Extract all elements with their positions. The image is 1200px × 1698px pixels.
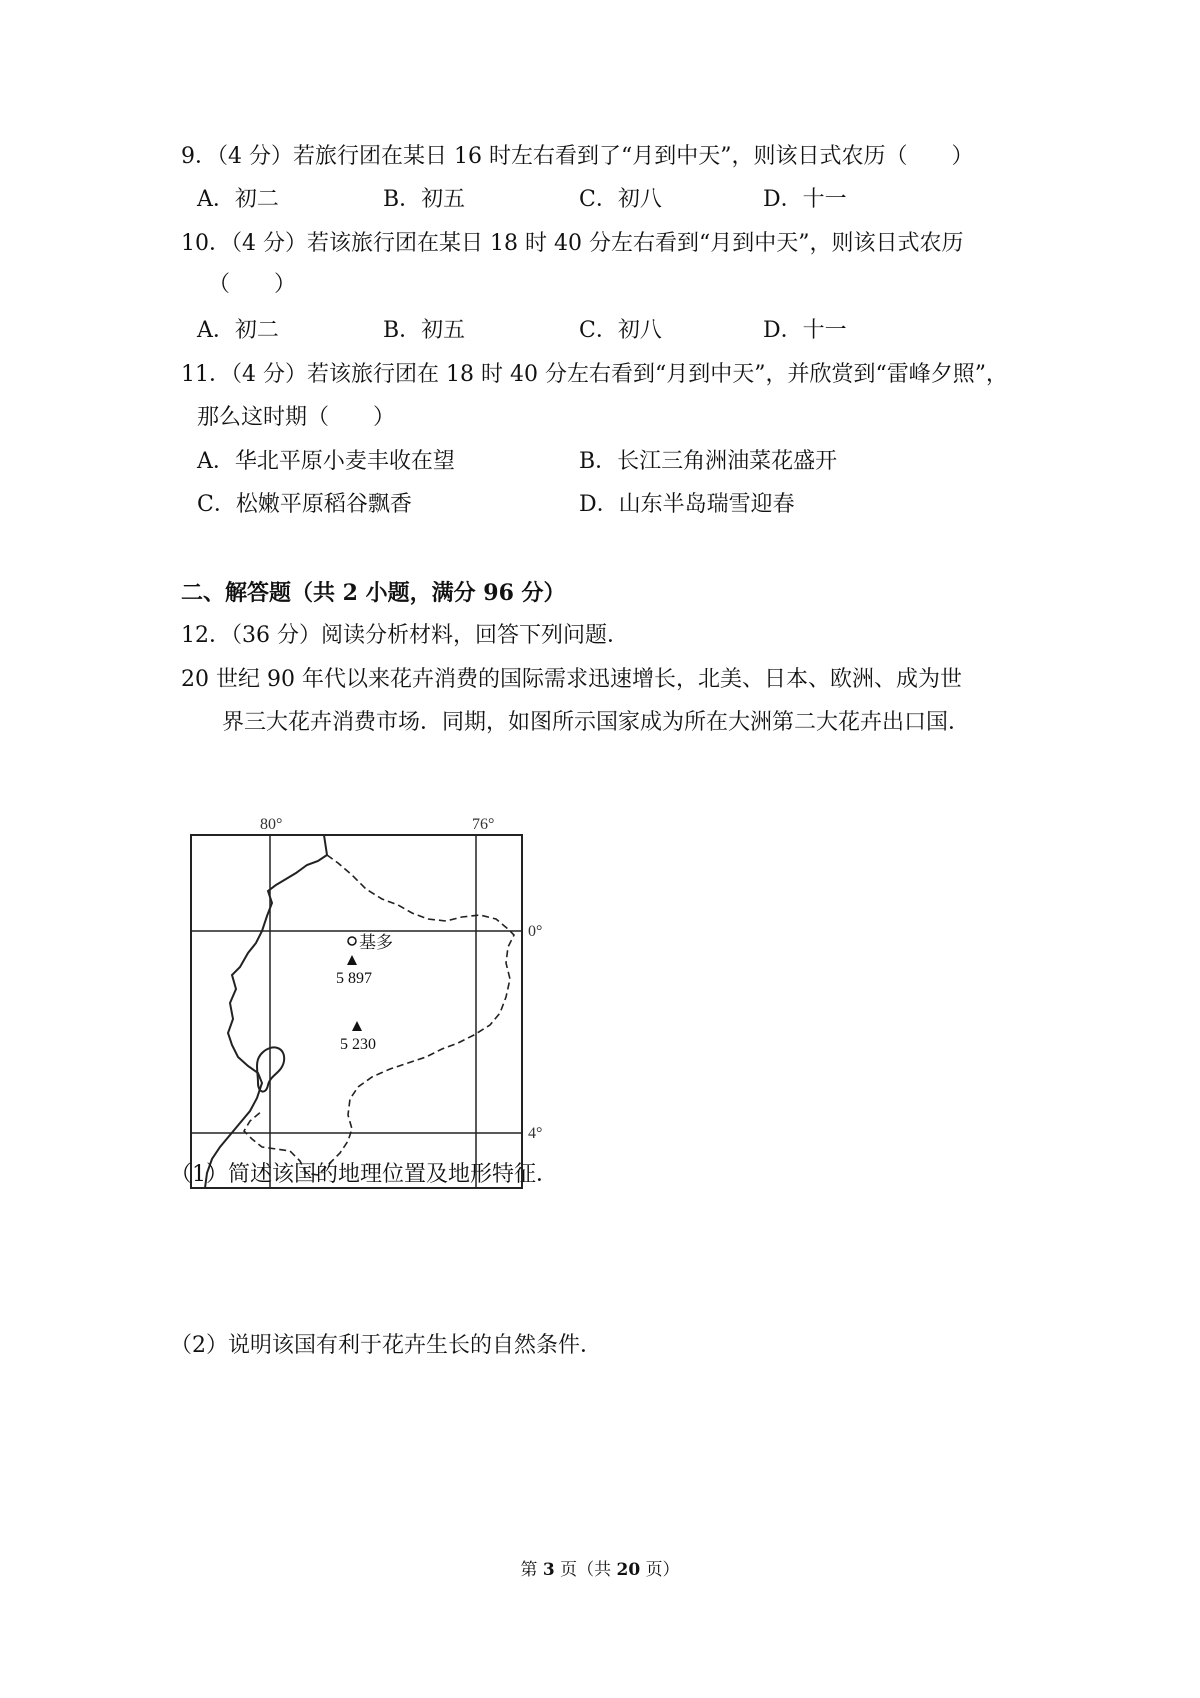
question-11-option-a: A．华北平原小麦丰收在望	[197, 449, 455, 474]
peak-2-icon	[352, 1021, 362, 1031]
question-9-option-b: B．初五	[383, 187, 466, 212]
capital-marker-icon	[348, 937, 356, 945]
lat-label-4: 4°	[528, 1125, 543, 1142]
page-footer	[0, 1555, 1200, 1580]
question-12-stem: 12．（36 分）阅读分析材料，回答下列问题．	[181, 623, 629, 648]
question-10-option-a: A．初二	[197, 318, 279, 343]
question-10-option-c: C．初八	[579, 318, 662, 343]
lon-label-76: 76°	[472, 816, 495, 833]
question-9-stem: 9．（4 分）若旅行团在某日 16 时左右看到了“月到中天”，则该日式农历（ ）	[181, 144, 974, 169]
question-11-option-b: B．长江三角洲油菜花盛开	[579, 449, 838, 474]
lon-label-80: 80°	[260, 816, 283, 833]
peak-2-label: 5 230	[340, 1036, 376, 1053]
footer-page-number: 3	[542, 1560, 555, 1580]
question-12-material-line-2: 界三大花卉消费市场．同期，如图所示国家成为所在大洲第二大花卉出口国．	[222, 710, 971, 735]
question-12-sub-1: （1）简述该国的地理位置及地形特征．	[170, 1162, 558, 1187]
national-border	[244, 855, 514, 1175]
capital-label: 基多	[359, 933, 393, 953]
question-9-option-c: C．初八	[579, 187, 662, 212]
footer-total-pages: 20	[616, 1560, 641, 1580]
question-10-option-d: D．十一	[763, 318, 847, 343]
peak-1-icon	[347, 955, 357, 965]
footer-mid: 页（共	[560, 1560, 612, 1580]
section-2-heading: 二、解答题（共 2 小题，满分 96 分）	[181, 580, 566, 606]
map-frame	[191, 835, 522, 1188]
lat-label-0: 0°	[528, 923, 543, 940]
question-12-sub-2: （2）说明该国有利于花卉生长的自然条件．	[170, 1333, 602, 1358]
question-10-stem-cont: （ ）	[208, 272, 297, 297]
question-11-stem-cont: 那么这时期（ ）	[197, 405, 396, 430]
question-11-stem: 11．（4 分）若该旅行团在 18 时 40 分左右看到“月到中天”，并欣赏到“雷峰夕照”，	[181, 362, 1008, 387]
footer-suffix: 页）	[645, 1560, 680, 1580]
question-9-option-d: D．十一	[763, 187, 847, 212]
question-11-option-c: C．松嫩平原稻谷飘香	[197, 492, 412, 517]
footer-prefix: 第	[520, 1560, 538, 1580]
peak-1-label: 5 897	[336, 970, 372, 987]
question-12-material-line-1: 20 世纪 90 年代以来花卉消费的国际需求迅速增长，北美、日本、欧洲、成为世	[181, 667, 962, 692]
coastline	[205, 835, 327, 1188]
question-9-option-a: A．初二	[197, 187, 279, 212]
question-10-stem: 10．（4 分）若该旅行团在某日 18 时 40 分左右看到“月到中天”，则该日式农历	[181, 231, 964, 256]
question-10-option-b: B．初五	[383, 318, 466, 343]
question-11-option-d: D．山东半岛瑞雪迎春	[579, 492, 795, 517]
